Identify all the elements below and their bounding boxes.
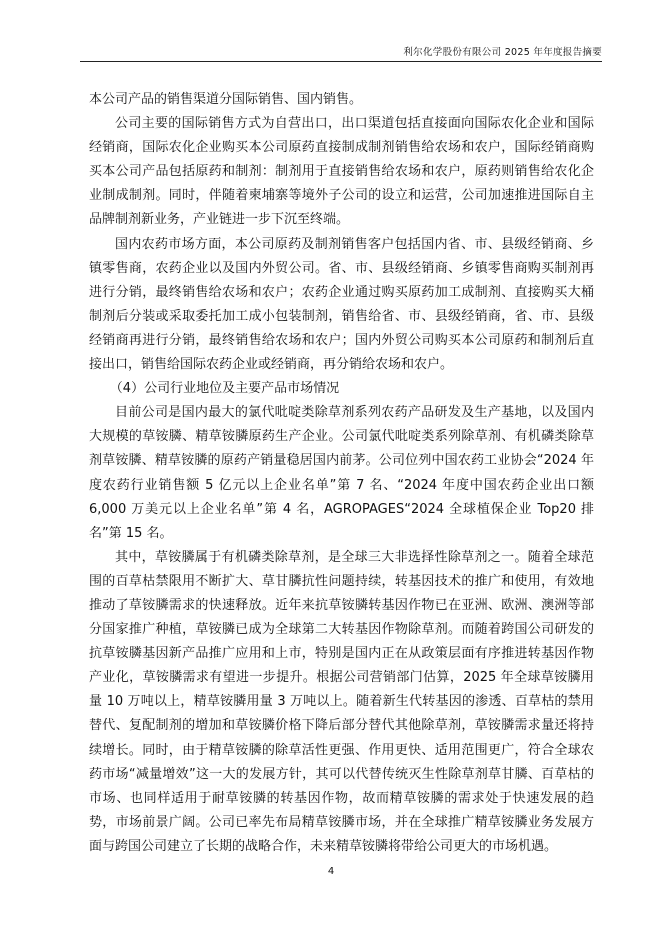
paragraph-sales-channels: 本公司产品的销售渠道分国际销售、国内销售。 [89, 92, 363, 107]
paragraph-glufosinate-market: 其中，草铵膦属于有机磷类除草剂，是全球三大非选择性除草剂之一。随着全球范围的百草枯禁限用不断扩大、草甘膦抗性问题持续，转基因技术的推广和使用，有效地推动了草铵膦需求的快速释放。近年来抗草铵膦转基因作物已在亚洲、欧洲、澳洲等部分国家推广种植，草铵膦已成为全球第二大转基因作物除草剂。而随着跨国公司研发的抗草铵膦基因新产品推广应用和上市，特别是国内正在从政策层面有序推进转基因作物产业化，草铵膦需求有望进一步提升。根据公司营销部门估算，2025 年全球草铵膦用量 10 万吨以上，精草铵膦用量 3 万吨以上。随着新生代转基因的渗透、百草枯的禁用替代、复配制剂的增加和草铵膦价格下降后部分替代其他除草剂，草铵膦需求量还将持续增长。同时，由于精草铵膦的除草活性更强、作用更快、适用范围更广，符合全球农药市场“减量增效”这一大的发展方针，其可以代替传统灭生性除草剂草甘膦、百草枯的市场、也同样适用于耐草铵膦的转基因作物，故而精草铵膦的需求处于快速发展的趋势，市场前景广阔。公司已率先布局精草铵膦市场，并在全球推广精草铵膦业务发展方面与跨国公司建立了长期的战略合作，未来精草铵膦将带给公司更大的市场机遇。 [89, 549, 594, 854]
paragraph-industry-position: 目前公司是国内最大的氯代吡啶类除草剂系列农药产品研发及生产基地，以及国内大规模的草铵膦、精草铵膦原药生产企业。公司氯代吡啶类系列除草剂、有机磷类除草剂草铵膦、精草铵膦的原药产销量稳居国内前茅。公司位列中国农药工业协会“2024 年度农药行业销售额 5 亿元以上企业名单”第 7 名、“2024 年度中国农药企业出口额 6,000 万美元以上企业名单”第 4 名，AGROPAGES“2024 全球植保企业 Top20 排名”第 15 名。 [89, 405, 594, 541]
paragraph-domestic-market: 国内农药市场方面，本公司原药及制剂销售客户包括国内省、市、县级经销商、乡镇零售商，农药企业以及国内外贸公司。省、市、县级经销商、乡镇零售商购买制剂再进行分销，最终销售给农场和农户；农药企业通过购买原药加工成制剂、直接购买大桶制剂后分装或采取委托加工成小包装制剂，销售给省、市、县级经销商，省、市、县级经销商再进行分销，最终销售给农场和农户；国内外贸公司购买本公司原药和制剂后直接出口，销售给国际农药企业或经销商，再分销给农场和农户。 [89, 236, 594, 373]
section-heading-industry-position: （4）公司行业地位及主要产品市场情况 [109, 381, 340, 397]
page-header-title: 利尔化学股份有限公司 2025 年年度报告摘要 [403, 47, 602, 58]
page-number: 4 [327, 866, 335, 877]
paragraph-international-sales: 公司主要的国际销售方式为自营出口，出口渠道包括直接面向国际农化企业和国际经销商，国际农化企业购买本公司原药直接制成制剂销售给农场和农户，国际经销商购买本公司产品包括原药和制剂：制剂用于直接销售给农场和农户，原药则销售给农化企业制成制剂。同时，伴随着柬埔寨等境外子公司的设立和运营，公司加速推进国际自主品牌制剂新业务，产业链进一步下沉至终端。 [89, 116, 594, 228]
document-body [89, 88, 594, 859]
header-divider [80, 61, 602, 62]
